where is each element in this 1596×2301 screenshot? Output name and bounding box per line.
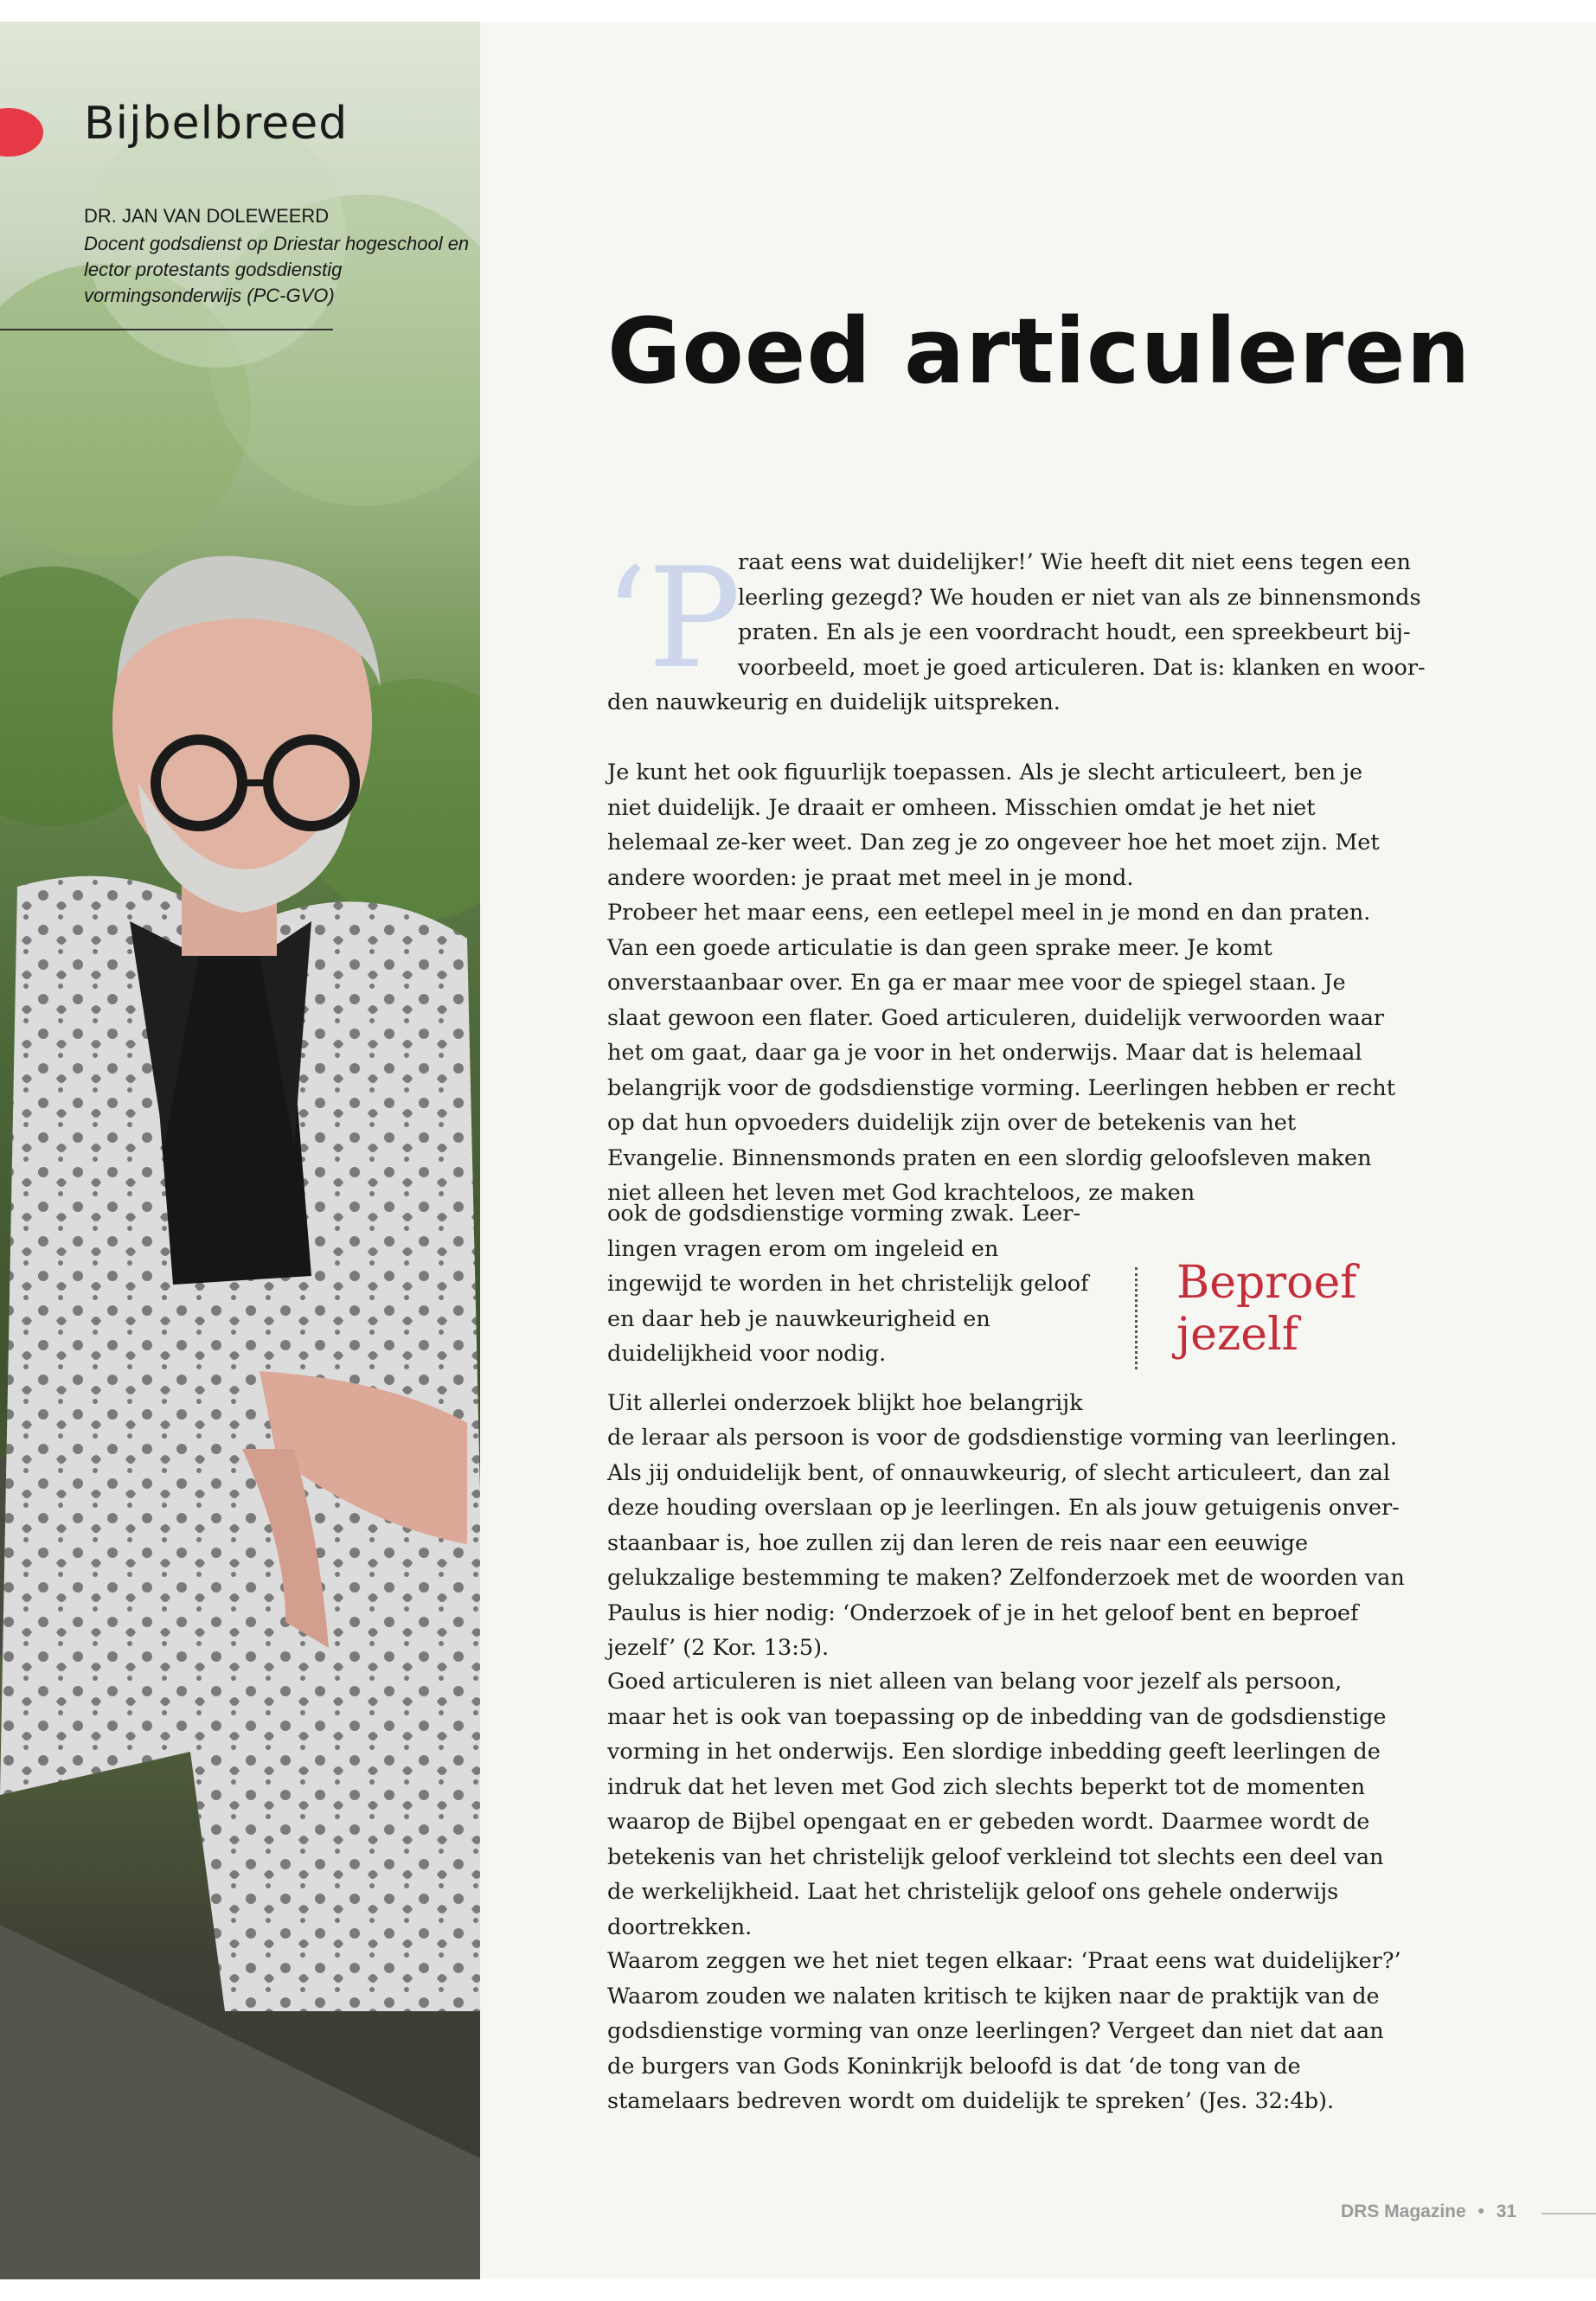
pullquote-text: Beproef jezelf bbox=[1176, 1257, 1357, 1361]
header-divider bbox=[0, 329, 333, 330]
intro-line: praten. En als je een voordracht houdt, een spreekbeurt bij- bbox=[738, 619, 1411, 645]
paragraph: Uit allerlei onderzoek blijkt hoe belangrijk bbox=[607, 1390, 1083, 1416]
intro-line: voorbeeld, moet je goed articuleren. Dat is: klanken en woor- bbox=[738, 655, 1426, 681]
paragraph: Goed articuleren is niet alleen van belang voor jezelf als persoon, maar het is ook van toepassing op de inbedding van de godsdienstige vorming in het onderwijs. Een slordige inbedding geeft leerlingen de indruk dat het leven met God zich slechts beperkt tot de momenten waarop de Bijbel opengaat en er gebeden wordt. Daarmee wordt de betekenis van het christelijk geloof verkleind tot slechts een deel van de werkelijkheid. Laat het christelijk geloof ons gehele onderwijs doortrekken. bbox=[607, 1669, 1387, 1940]
intro-line: den nauwkeurig en duidelijk uitspreken. bbox=[607, 689, 1061, 715]
pullquote-divider bbox=[1135, 1267, 1138, 1369]
pullquote bbox=[1176, 1257, 1367, 1361]
magazine-page bbox=[0, 22, 1596, 2279]
paragraph: Je kunt het ook figuurlijk toepassen. Als je slecht articuleert, ben je niet duidelijk. Je draait er omheen. Misschien omdat je het niet helemaal ze-ker weet. Dan zeg je zo ongeveer hoe het moet zijn. Met andere woorden: je praat met meel in je mond. bbox=[607, 760, 1380, 891]
author-role: Docent godsdienst op Driestar hogeschool en lector protestants godsdienstig vormingsonderwijs (PC-GVO) bbox=[84, 233, 470, 306]
author-photo bbox=[0, 22, 480, 2279]
footer-rule bbox=[1542, 2213, 1596, 2214]
author-portrait-illustration bbox=[0, 22, 480, 2279]
page-footer bbox=[1341, 2202, 1516, 2222]
intro-line: leerling gezegd? We houden er niet van als ze binnensmonds bbox=[738, 585, 1421, 611]
paragraph: ook de godsdienstige vorming zwak. Leer-lingen vragen erom om ingeleid en ingewijd te worden in het christelijk geloof en daar heb je nauwkeurigheid en duidelijkheid voor nodig. bbox=[607, 1201, 1089, 1367]
paragraph: Probeer het maar eens, een eetlepel meel in je mond en dan praten. Van een goede articulatie is dan geen sprake meer. Je komt onverstaanbaar over. En ga er maar mee voor de spiegel staan. Je slaat gewoon een flater. Goed articuleren, duidelijk verwoorden waar het om gaat, daar ga je voor in het onderwijs. Maar dat is helemaal belangrijk voor de godsdienstige vorming. Leerlingen hebben er recht op dat hun opvoeders duidelijk zijn over de betekenis van het Evangelie. Binnensmonds praten en een slordig geloofsleven maken niet alleen het leven met God krachteloos, ze maken bbox=[607, 900, 1395, 1206]
author-name: DR. JAN VAN DOLEWEERD bbox=[84, 205, 330, 227]
page-number: 31 bbox=[1496, 2202, 1517, 2221]
section-title: Bijbelbreed bbox=[84, 98, 349, 150]
paragraph: de leraar als persoon is voor de godsdienstige vorming van leerlingen. Als jij onduidelijk bent, of onnauwkeurig, of slecht articuleert, dan zal deze houding overslaan op je leerlingen. En als jouw getuigenis onver-staanbaar is, hoe zullen zij dan leren de reis naar een eeuwige gelukzalige bestemming te maken? Zelfonderzoek met de woorden van Paulus is hier nodig: ‘Onderzoek of je in het geloof bent en beproef jezelf’ (2 Kor. 13:5). bbox=[607, 1425, 1405, 1661]
intro-line: raat eens wat duidelijker!’ Wie heeft dit niet eens tegen een bbox=[738, 549, 1411, 575]
drop-cap: ‘P bbox=[604, 537, 741, 699]
paragraph: Waarom zeggen we het niet tegen elkaar: ‘Praat eens wat duidelijker?’ Waarom zouden we nalaten kritisch te kijken naar de praktijk van de godsdienstige vorming van onze leerlingen? Vergeet dan niet dat aan de burgers van Gods Koninkrijk beloofd is dat ‘de tong van de stamelaars bedreven wordt om duidelijk te spreken’ (Jes. 32:4b). bbox=[607, 1948, 1401, 2114]
magazine-name: DRS Magazine bbox=[1341, 2202, 1466, 2221]
footer-separator: • bbox=[1477, 2202, 1484, 2221]
article-title: Goed articuleren bbox=[607, 298, 1471, 404]
